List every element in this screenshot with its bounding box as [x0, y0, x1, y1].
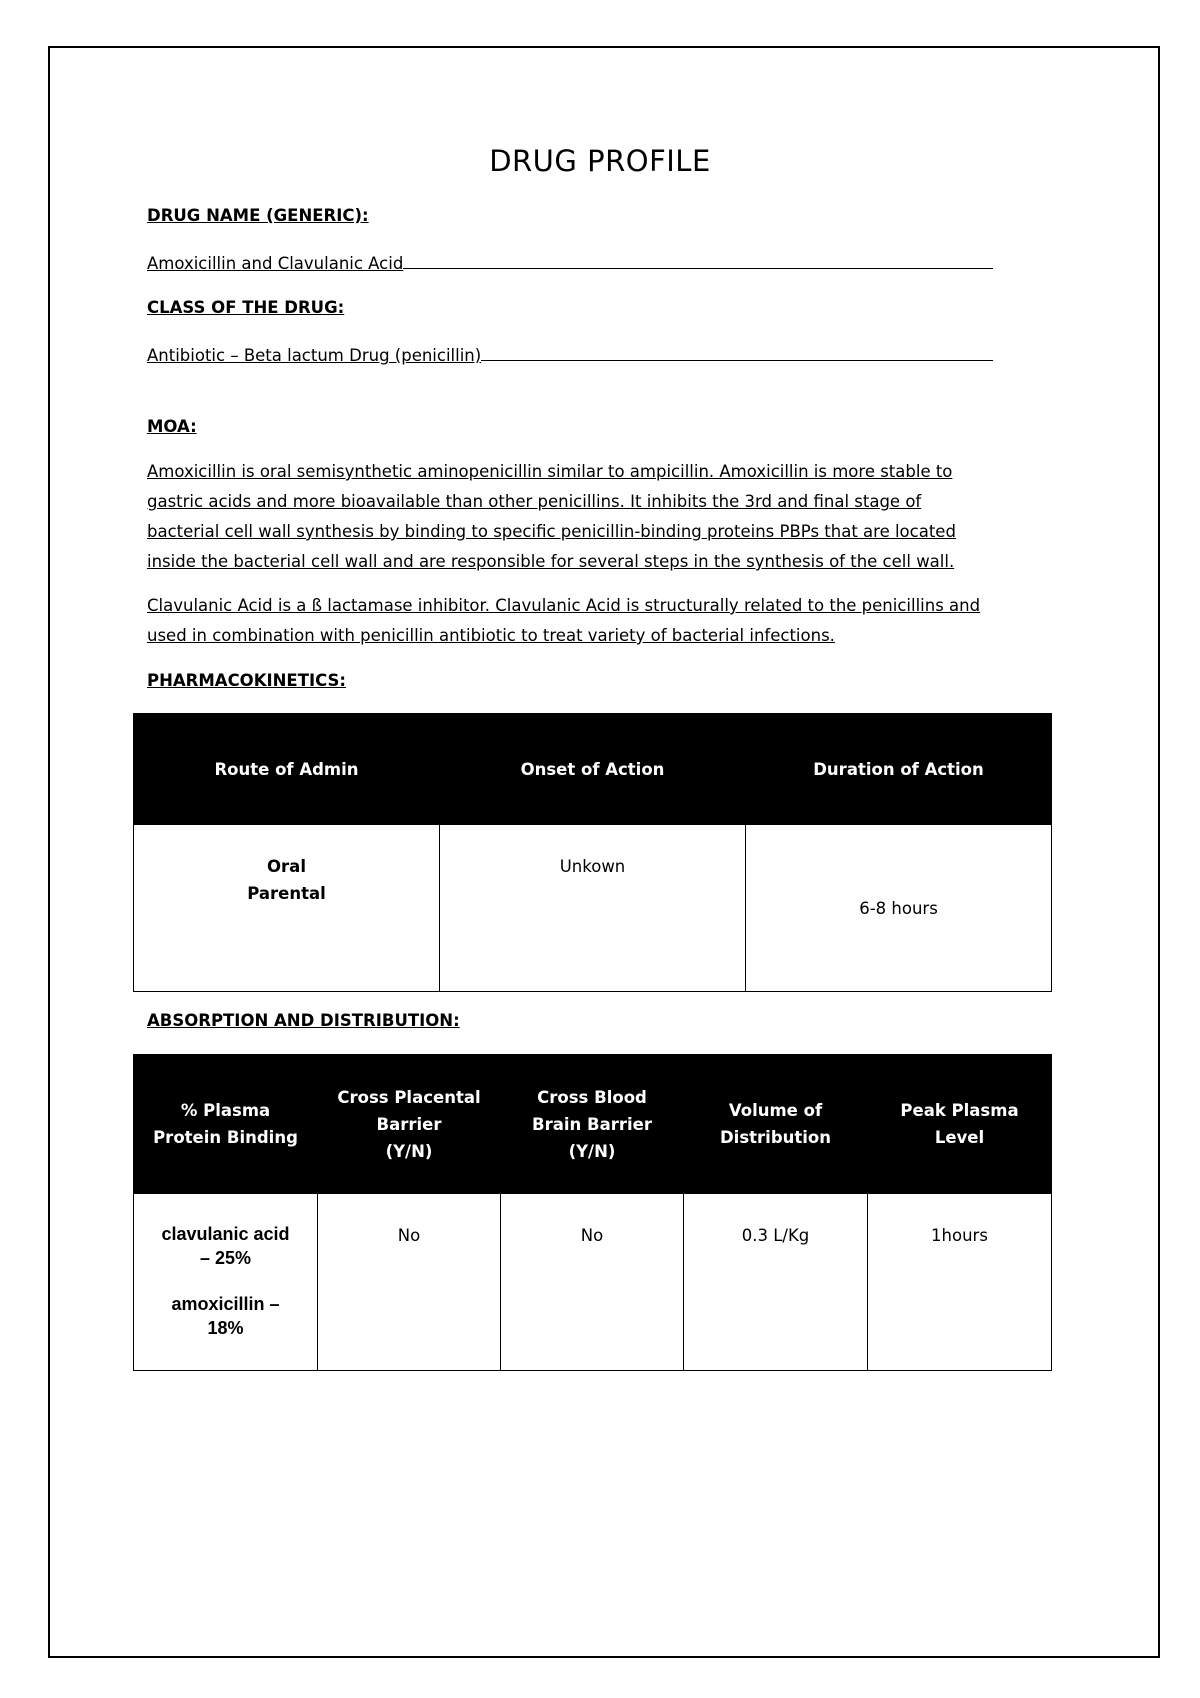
- binding-line: amoxicillin –: [171, 1294, 280, 1314]
- cell-placental: No: [318, 1194, 501, 1371]
- cell-peak: 1hours: [868, 1194, 1052, 1371]
- header-route: Route of Admin: [134, 714, 440, 825]
- drug-name-value: Amoxicillin and Clavulanic Acid: [147, 254, 404, 273]
- header-placental: [318, 1055, 501, 1194]
- class-line: [147, 344, 993, 365]
- moa-p1-line: bacterial cell wall synthesis by binding to specific penicillin-binding proteins PBPs that are located: [147, 522, 956, 541]
- header-line: Cross Blood: [537, 1087, 647, 1107]
- header-line: Protein Binding: [153, 1128, 298, 1147]
- header-line: Distribution: [719, 1128, 832, 1147]
- moa-p1-line: Amoxicillin is oral semisynthetic aminopenicillin similar to ampicillin. Amoxicillin is more stable to: [147, 462, 953, 481]
- moa-p1-line: inside the bacterial cell wall and are responsible for several steps in the synthesis of the cell wall.: [147, 552, 955, 571]
- class-blank: [481, 344, 993, 361]
- drug-name-line: [147, 252, 993, 273]
- header-peak: [868, 1055, 1052, 1194]
- absorption-label: ABSORPTION AND DISTRIBUTION:: [147, 1011, 460, 1030]
- table-header-row: [134, 1055, 1052, 1194]
- moa-paragraph-1: [147, 457, 1067, 577]
- moa-paragraph-2: [147, 591, 1067, 651]
- drug-name-label: DRUG NAME (GENERIC):: [147, 206, 369, 225]
- cell-plasma-binding: [134, 1194, 318, 1371]
- header-volume: [684, 1055, 868, 1194]
- cell-volume: 0.3 L/Kg: [684, 1194, 868, 1371]
- header-line: Barrier: [376, 1114, 442, 1134]
- table-header-row: [134, 714, 1052, 825]
- header-onset: Onset of Action: [440, 714, 746, 825]
- moa-p2-line: used in combination with penicillin antibiotic to treat variety of bacterial infections.: [147, 626, 835, 645]
- moa-p2-line: Clavulanic Acid is a ß lactamase inhibitor. Clavulanic Acid is structurally related to the penicillins and: [147, 596, 981, 615]
- table-row: [134, 1194, 1052, 1371]
- moa-p1-line: gastric acids and more bioavailable than other penicillins. It inhibits the 3rd and final stage of: [147, 492, 922, 511]
- header-line: Volume of: [728, 1101, 823, 1120]
- table-row: [134, 825, 1052, 992]
- cell-bbb: No: [501, 1194, 684, 1371]
- route-line: Oral: [267, 857, 306, 876]
- cell-duration: 6-8 hours: [746, 825, 1052, 992]
- absorption-table: [133, 1054, 1052, 1371]
- class-label: CLASS OF THE DRUG:: [147, 298, 345, 317]
- binding-line: – 25%: [199, 1248, 252, 1268]
- header-line: Brain Barrier: [532, 1114, 652, 1134]
- drug-name-blank: [403, 252, 993, 269]
- route-line: Parental: [247, 884, 326, 903]
- header-line: (Y/N): [568, 1141, 616, 1161]
- cell-route: [134, 825, 440, 992]
- pharmacokinetics-label: PHARMACOKINETICS:: [147, 671, 346, 690]
- header-line: Cross Placental: [337, 1087, 481, 1107]
- header-line: (Y/N): [385, 1141, 433, 1161]
- page-title: DRUG PROFILE: [489, 144, 711, 178]
- header-bbb: [501, 1055, 684, 1194]
- header-line: Peak Plasma: [900, 1101, 1019, 1120]
- header-duration: Duration of Action: [746, 714, 1052, 825]
- cell-onset: Unkown: [440, 825, 746, 992]
- header-line: % Plasma: [180, 1101, 271, 1120]
- moa-label: MOA:: [147, 417, 197, 436]
- binding-line: clavulanic acid: [161, 1224, 290, 1244]
- class-value: Antibiotic – Beta lactum Drug (penicillin): [147, 346, 482, 365]
- binding-line: 18%: [207, 1318, 244, 1338]
- pharmacokinetics-table: [133, 713, 1052, 992]
- header-line: Level: [934, 1128, 985, 1147]
- header-plasma-binding: [134, 1055, 318, 1194]
